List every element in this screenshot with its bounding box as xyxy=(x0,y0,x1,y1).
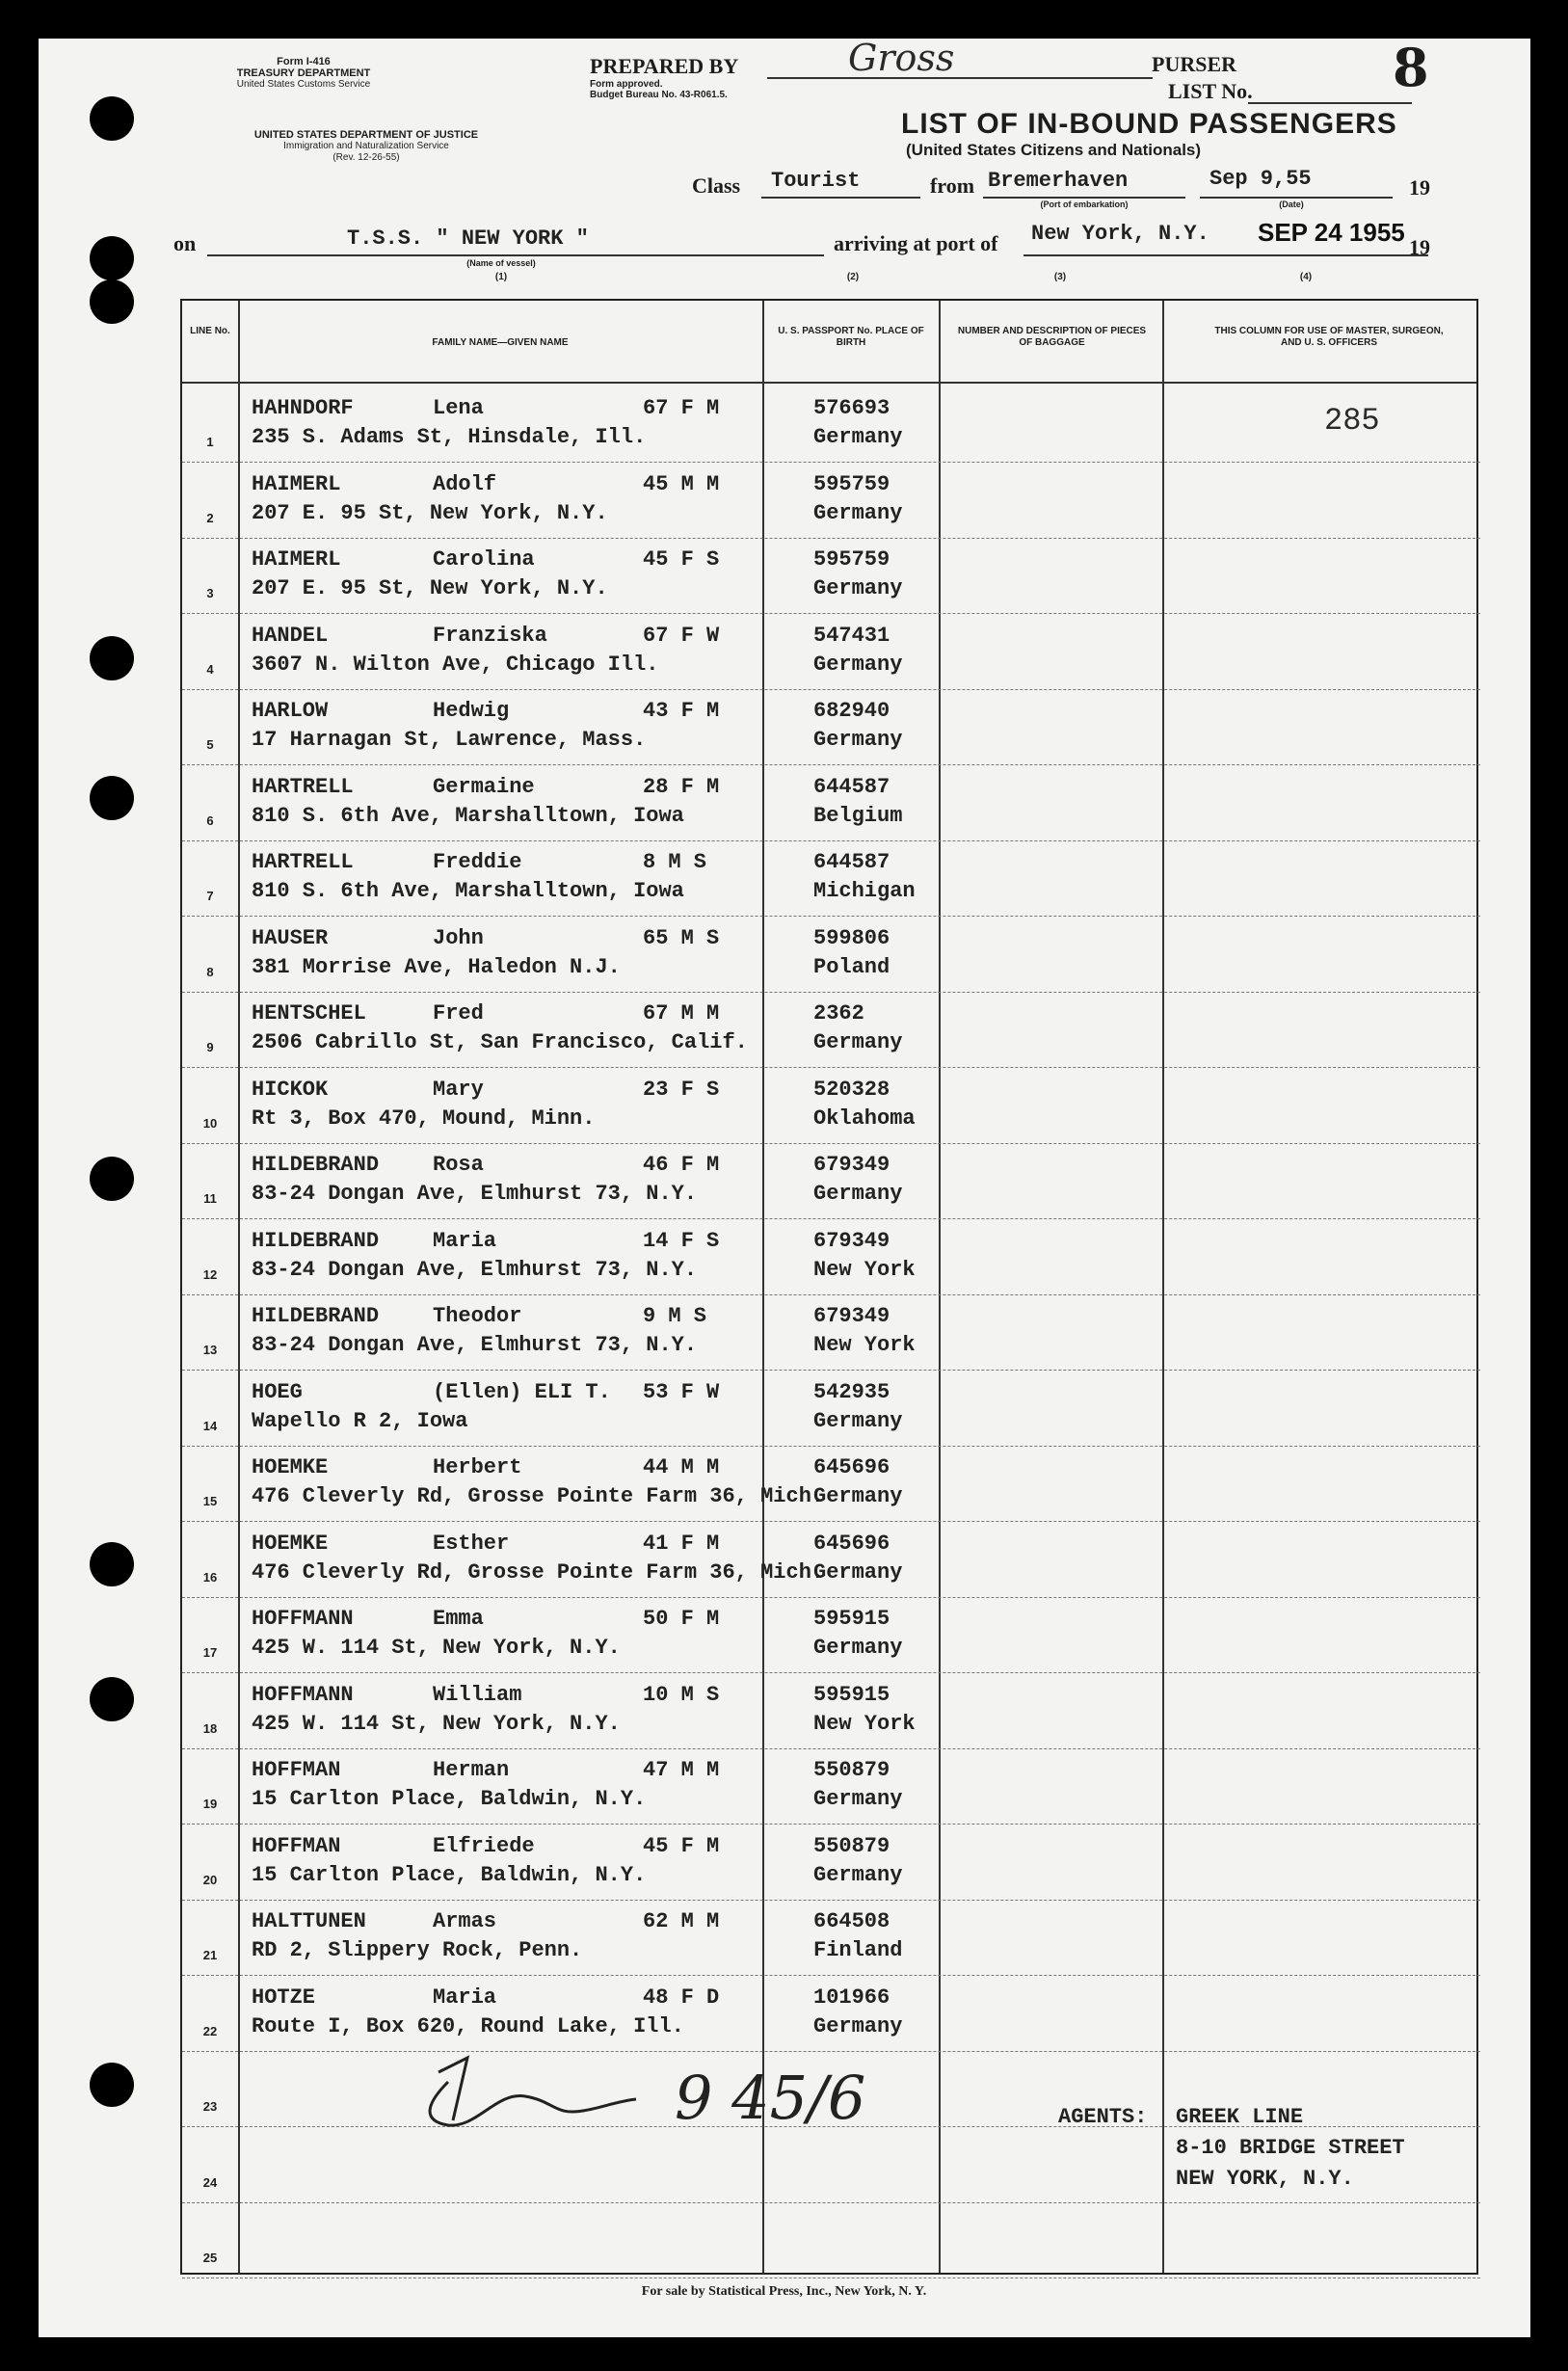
list-no-label: LIST No. xyxy=(1168,79,1253,103)
age-sex-status: 10 M S xyxy=(643,1682,720,1707)
address: 235 S. Adams St, Hinsdale, Ill. xyxy=(252,425,647,449)
table-row xyxy=(182,695,1480,770)
table-row xyxy=(182,1225,1480,1300)
from-label: from xyxy=(930,173,975,198)
family-name: HARLOW xyxy=(252,699,329,723)
dept-justice-sub: Immigration and Naturalization Service xyxy=(283,141,449,151)
passport-number: 595915 xyxy=(813,1607,890,1631)
age-sex-status: 23 F S xyxy=(643,1077,720,1102)
address: 810 S. 6th Ave, Marshalltown, Iowa xyxy=(252,879,684,903)
family-name: HILDEBRAND xyxy=(252,1153,380,1177)
row-rule xyxy=(182,916,1480,917)
table-row xyxy=(182,1528,1480,1603)
row-rule xyxy=(182,613,1480,614)
family-name: HOTZE xyxy=(252,1985,316,2010)
table-row xyxy=(182,2208,1480,2283)
col-header-passport: U. S. PASSPORT No. PLACE OF BIRTH xyxy=(778,326,924,348)
line-number: 6 xyxy=(206,813,214,828)
given-name: Carolina xyxy=(433,547,535,572)
address: RD 2, Slippery Rock, Penn. xyxy=(252,1938,583,1962)
binder-hole xyxy=(90,1157,134,1201)
passport-number: 595759 xyxy=(813,471,890,496)
row-rule xyxy=(182,462,1480,463)
address: 810 S. 6th Ave, Marshalltown, Iowa xyxy=(252,803,684,828)
binder-hole xyxy=(90,2063,134,2107)
age-sex-status: 67 M M xyxy=(643,1001,720,1026)
table-row xyxy=(182,1149,1480,1224)
passport-number: 679349 xyxy=(813,1304,890,1328)
place-of-birth: New York xyxy=(813,1257,916,1282)
family-name: HANDEL xyxy=(252,623,329,648)
line-number: 1 xyxy=(206,435,214,449)
from-value: Bremerhaven xyxy=(988,169,1129,193)
row-rule xyxy=(182,1446,1480,1447)
address: Route I, Box 620, Round Lake, Ill. xyxy=(252,2013,684,2038)
line-number: 7 xyxy=(206,889,214,903)
year-prefix: 19 xyxy=(1409,175,1430,200)
passport-number: 679349 xyxy=(813,1153,890,1177)
age-sex-status: 41 F M xyxy=(643,1531,720,1556)
agents-label: AGENTS: xyxy=(1058,2105,1148,2129)
line-number: 25 xyxy=(202,2251,218,2265)
line-number: 22 xyxy=(202,2023,218,2038)
page-title: LIST OF IN-BOUND PASSENGERS xyxy=(901,108,1397,140)
row-rule xyxy=(182,1370,1480,1371)
age-sex-status: 47 M M xyxy=(643,1758,720,1782)
prepared-by-line xyxy=(767,77,1153,79)
family-name: HARTRELL xyxy=(252,774,354,799)
line-number: 17 xyxy=(202,1645,218,1660)
address: Rt 3, Box 470, Mound, Minn. xyxy=(252,1106,596,1131)
row-rule xyxy=(182,1067,1480,1068)
binder-hole xyxy=(90,636,134,680)
table-row xyxy=(182,1452,1480,1527)
line-number: 8 xyxy=(206,964,214,979)
row-rule xyxy=(182,2051,1480,2052)
class-label: Class xyxy=(692,173,741,198)
table-row xyxy=(182,1603,1480,1678)
binder-hole xyxy=(90,96,134,141)
age-sex-status: 8 M S xyxy=(643,850,707,874)
col-header-name: FAMILY NAME—GIVEN NAME xyxy=(432,337,569,348)
footer-note: For sale by Statistical Press, Inc., New York, N. Y. xyxy=(641,2284,927,2299)
address: 2506 Cabrillo St, San Francisco, Calif. xyxy=(252,1030,748,1054)
handwritten-signature xyxy=(410,2053,651,2140)
family-name: HENTSCHEL xyxy=(252,1001,366,1026)
age-sex-status: 28 F M xyxy=(643,774,720,799)
row-rule xyxy=(182,1294,1480,1295)
arriving-num: (2) xyxy=(846,272,860,282)
list-no-line xyxy=(1248,102,1412,104)
age-sex-status: 50 F M xyxy=(643,1607,720,1631)
port-line xyxy=(1023,254,1428,256)
line-number: 18 xyxy=(202,1720,218,1736)
address: 15 Carlton Place, Baldwin, N.Y. xyxy=(252,1862,647,1887)
prepared-by-label: PREPARED BY xyxy=(590,54,739,78)
dept-treasury-sub: United States Customs Service xyxy=(236,79,371,90)
col-header-baggage: NUMBER AND DESCRIPTION OF PIECES OF BAGGAGE xyxy=(957,326,1147,348)
place-of-birth: New York xyxy=(813,1333,916,1357)
binder-hole xyxy=(90,776,134,820)
address: 476 Cleverly Rd, Grosse Pointe Farm 36, Mich. xyxy=(252,1484,825,1508)
binder-hole xyxy=(90,1677,134,1721)
given-name: Theodor xyxy=(433,1304,522,1328)
line-number: 2 xyxy=(206,510,214,525)
given-name: Herman xyxy=(433,1758,510,1782)
passport-number: 664508 xyxy=(813,1909,890,1933)
family-name: HOFFMAN xyxy=(252,1833,341,1858)
row-rule xyxy=(182,689,1480,690)
table-row xyxy=(182,1300,1480,1375)
line-number: 4 xyxy=(206,661,214,677)
given-name: Emma xyxy=(433,1607,484,1631)
given-name: Elfriede xyxy=(433,1833,535,1858)
given-name: Hedwig xyxy=(433,699,510,723)
given-name: Franziska xyxy=(433,623,547,648)
arrival-num: (4) xyxy=(1299,272,1313,282)
table-row xyxy=(182,1376,1480,1452)
table-row xyxy=(182,922,1480,998)
address: 425 W. 114 St, New York, N.Y. xyxy=(252,1711,621,1736)
family-name: HILDEBRAND xyxy=(252,1228,380,1253)
table-row xyxy=(182,468,1480,544)
place-of-birth: Belgium xyxy=(813,803,903,828)
list-number: 8 xyxy=(1393,37,1429,98)
class-line xyxy=(761,197,920,199)
passport-number: 645696 xyxy=(813,1531,890,1556)
arrival-year-prefix: 19 xyxy=(1409,235,1430,259)
table-row xyxy=(182,998,1480,1073)
line-number: 24 xyxy=(202,2174,218,2190)
family-name: HOFFMANN xyxy=(252,1607,354,1631)
purser-label: PURSER xyxy=(1152,52,1237,76)
passport-number: 595915 xyxy=(813,1682,890,1707)
place-of-birth: Germany xyxy=(813,500,903,525)
family-name: HOEMKE xyxy=(252,1455,329,1479)
family-name: HOEG xyxy=(252,1379,303,1404)
place-of-birth: Germany xyxy=(813,2013,903,2038)
passport-number: 682940 xyxy=(813,699,890,723)
age-sex-status: 62 M M xyxy=(643,1909,720,1933)
age-sex-status: 45 F M xyxy=(643,1833,720,1858)
family-name: HAHNDORF xyxy=(252,396,354,420)
row-rule xyxy=(182,1975,1480,1976)
age-sex-status: 67 F M xyxy=(643,396,720,420)
place-of-birth: Germany xyxy=(813,1559,903,1585)
place-of-birth: Germany xyxy=(813,728,903,752)
age-sex-status: 65 M S xyxy=(643,925,720,950)
table-row xyxy=(182,620,1480,695)
budget-bureau-note: Budget Bureau No. 43-R061.5. xyxy=(590,90,728,100)
line-number: 20 xyxy=(202,1872,218,1887)
place-of-birth: Germany xyxy=(813,425,903,449)
line-number: 5 xyxy=(206,737,214,752)
vessel-num: (1) xyxy=(494,272,508,282)
place-of-birth: Germany xyxy=(813,1408,903,1433)
row-rule xyxy=(182,1218,1480,1219)
row-rule xyxy=(182,538,1480,539)
address: 15 Carlton Place, Baldwin, N.Y. xyxy=(252,1787,647,1811)
address: 425 W. 114 St, New York, N.Y. xyxy=(252,1636,621,1660)
passport-number: 520328 xyxy=(813,1077,890,1102)
family-name: HAIMERL xyxy=(252,471,341,496)
age-sex-status: 14 F S xyxy=(643,1228,720,1253)
passport-number: 550879 xyxy=(813,1833,890,1858)
address: 17 Harnagan St, Lawrence, Mass. xyxy=(252,728,647,752)
row-rule xyxy=(182,1521,1480,1522)
prepared-by-signature: Gross xyxy=(848,37,955,79)
family-name: HICKOK xyxy=(252,1077,329,1102)
binder-hole xyxy=(90,1542,134,1586)
given-name: Fred xyxy=(433,1001,484,1026)
age-sex-status: 53 F W xyxy=(643,1379,720,1404)
age-sex-status: 44 M M xyxy=(643,1455,720,1479)
page-subtitle: (United States Citizens and Nationals) xyxy=(906,141,1202,159)
line-number: 23 xyxy=(202,2099,218,2114)
address: Wapello R 2, Iowa xyxy=(252,1408,468,1433)
address: 83-24 Dongan Ave, Elmhurst 73, N.Y. xyxy=(252,1182,698,1206)
header-divider xyxy=(182,382,1476,384)
passport-number: 547431 xyxy=(813,623,890,648)
handwritten-mark: 9 45/6 xyxy=(675,2063,866,2133)
form-revision: (Rev. 12-26-55) xyxy=(332,152,400,163)
row-rule xyxy=(182,2202,1480,2203)
line-number: 19 xyxy=(202,1797,218,1811)
given-name: Armas xyxy=(433,1909,497,1933)
address: 207 E. 95 St, New York, N.Y. xyxy=(252,576,608,600)
age-sex-status: 46 F M xyxy=(643,1153,720,1177)
col-header-officials: THIS COLUMN FOR USE OF MASTER, SURGEON, AND U. S. OFFICERS xyxy=(1214,326,1444,348)
given-name: Germaine xyxy=(433,774,535,799)
line-number: 3 xyxy=(206,586,214,600)
address: 207 E. 95 St, New York, N.Y. xyxy=(252,500,608,525)
address: 476 Cleverly Rd, Grosse Pointe Farm 36, Mich. xyxy=(252,1559,825,1585)
given-name: Freddie xyxy=(433,850,522,874)
port-num: (3) xyxy=(1053,272,1067,282)
vessel-value: T.S.S. " NEW YORK " xyxy=(347,226,589,251)
dept-justice: UNITED STATES DEPARTMENT OF JUSTICE xyxy=(253,129,479,141)
family-name: HOFFMAN xyxy=(252,1758,341,1782)
date-note: (Date) xyxy=(1279,200,1304,209)
place-of-birth: Germany xyxy=(813,1182,903,1206)
passport-number: 576693 xyxy=(813,396,890,420)
agents-line2: 8-10 BRIDGE STREET xyxy=(1176,2136,1405,2160)
table-row xyxy=(182,1830,1480,1905)
family-name: HALTTUNEN xyxy=(252,1909,366,1933)
passport-number: 542935 xyxy=(813,1379,890,1404)
place-of-birth: Finland xyxy=(813,1938,903,1962)
passport-number: 679349 xyxy=(813,1228,890,1253)
given-name: Adolf xyxy=(433,471,497,496)
line-number: 15 xyxy=(202,1494,218,1508)
form-number: Form I-416 xyxy=(277,56,331,67)
port-embarkation-note: (Port of embarkation) xyxy=(1040,200,1129,209)
row-rule xyxy=(182,840,1480,841)
row-rule xyxy=(182,1672,1480,1673)
passport-number: 101966 xyxy=(813,1985,890,2010)
given-name: Lena xyxy=(433,396,484,420)
place-of-birth: Michigan xyxy=(813,879,916,903)
class-value: Tourist xyxy=(771,169,861,193)
agents-line1: GREEK LINE xyxy=(1176,2105,1304,2129)
age-sex-status: 67 F W xyxy=(643,623,720,648)
date-value: Sep 9,55 xyxy=(1209,167,1312,191)
table-row xyxy=(182,771,1480,846)
line-number: 14 xyxy=(202,1418,218,1433)
table-row xyxy=(182,846,1480,921)
given-name: Herbert xyxy=(433,1455,522,1479)
family-name: HILDEBRAND xyxy=(252,1304,380,1328)
age-sex-status: 9 M S xyxy=(643,1304,707,1328)
table-row xyxy=(182,392,1480,467)
place-of-birth: Oklahoma xyxy=(813,1106,916,1131)
age-sex-status: 43 F M xyxy=(643,699,720,723)
family-name: HAIMERL xyxy=(252,547,341,572)
table-row xyxy=(182,1754,1480,1829)
place-of-birth: Germany xyxy=(813,576,903,600)
row-rule xyxy=(182,1900,1480,1901)
row-rule xyxy=(182,1748,1480,1749)
passport-number: 2362 xyxy=(813,1001,864,1026)
family-name: HARTRELL xyxy=(252,850,354,874)
line-number: 10 xyxy=(202,1115,218,1131)
family-name: HOEMKE xyxy=(252,1531,329,1556)
given-name: Mary xyxy=(433,1077,484,1102)
col-header-line-no: LINE No. xyxy=(190,326,230,336)
family-name: HAUSER xyxy=(252,925,329,950)
given-name: Rosa xyxy=(433,1153,484,1177)
arrival-date-stamp: SEP 24 1955 xyxy=(1258,218,1405,247)
table-row xyxy=(182,1679,1480,1754)
address: 381 Morrise Ave, Haledon N.J. xyxy=(252,954,621,979)
passport-number: 595759 xyxy=(813,547,890,572)
passport-number: 644587 xyxy=(813,774,890,799)
address: 3607 N. Wilton Ave, Chicago Ill. xyxy=(252,652,659,677)
place-of-birth: New York xyxy=(813,1711,916,1736)
place-of-birth: Germany xyxy=(813,1484,903,1508)
row-rule xyxy=(182,1824,1480,1825)
row-rule xyxy=(182,764,1480,765)
dept-treasury: TREASURY DEPARTMENT xyxy=(236,67,371,79)
binder-hole xyxy=(90,236,134,280)
given-name: Esther xyxy=(433,1531,510,1556)
line-number: 11 xyxy=(203,1191,217,1206)
line-number: 21 xyxy=(202,1948,218,1962)
table-row xyxy=(182,1905,1480,1981)
agents-line3: NEW YORK, N.Y. xyxy=(1176,2167,1354,2191)
place-of-birth: Germany xyxy=(813,1030,903,1054)
row-rule xyxy=(182,1143,1480,1144)
row-rule xyxy=(182,1597,1480,1598)
vessel-line xyxy=(207,254,824,256)
officials-note: 285 xyxy=(1324,403,1380,439)
age-sex-status: 45 M M xyxy=(643,471,720,496)
address: 83-24 Dongan Ave, Elmhurst 73, N.Y. xyxy=(252,1333,698,1357)
family-name: HOFFMANN xyxy=(252,1682,354,1707)
line-number: 12 xyxy=(202,1266,218,1282)
age-sex-status: 48 F D xyxy=(643,1985,720,2010)
passport-number: 645696 xyxy=(813,1455,890,1479)
address: 83-24 Dongan Ave, Elmhurst 73, N.Y. xyxy=(252,1257,698,1282)
table-row xyxy=(182,1074,1480,1149)
place-of-birth: Germany xyxy=(813,1862,903,1887)
given-name: William xyxy=(433,1682,522,1707)
line-number: 16 xyxy=(202,1569,218,1585)
place-of-birth: Germany xyxy=(813,652,903,677)
place-of-birth: Germany xyxy=(813,1787,903,1811)
vessel-note: (Name of vessel) xyxy=(466,258,536,268)
given-name: Maria xyxy=(433,1985,497,2010)
table-row xyxy=(182,1982,1480,2057)
passport-number: 599806 xyxy=(813,925,890,950)
line-number: 9 xyxy=(206,1040,214,1054)
line-number: 13 xyxy=(202,1343,218,1357)
port-value: New York, N.Y. xyxy=(1031,222,1209,246)
age-sex-status: 45 F S xyxy=(643,547,720,572)
place-of-birth: Germany xyxy=(813,1636,903,1660)
table-row xyxy=(182,544,1480,619)
passport-number: 644587 xyxy=(813,850,890,874)
approval-note: Form approved. xyxy=(590,79,663,90)
passport-number: 550879 xyxy=(813,1758,890,1782)
given-name: John xyxy=(433,925,484,950)
on-label: on xyxy=(173,231,197,255)
place-of-birth: Poland xyxy=(813,954,890,979)
binder-hole xyxy=(90,280,134,324)
passenger-table xyxy=(180,299,1478,2275)
arriving-label: arriving at port of xyxy=(834,231,998,255)
given-name: Maria xyxy=(433,1228,497,1253)
given-name: (Ellen) ELI T. xyxy=(433,1379,611,1404)
row-rule xyxy=(182,992,1480,993)
